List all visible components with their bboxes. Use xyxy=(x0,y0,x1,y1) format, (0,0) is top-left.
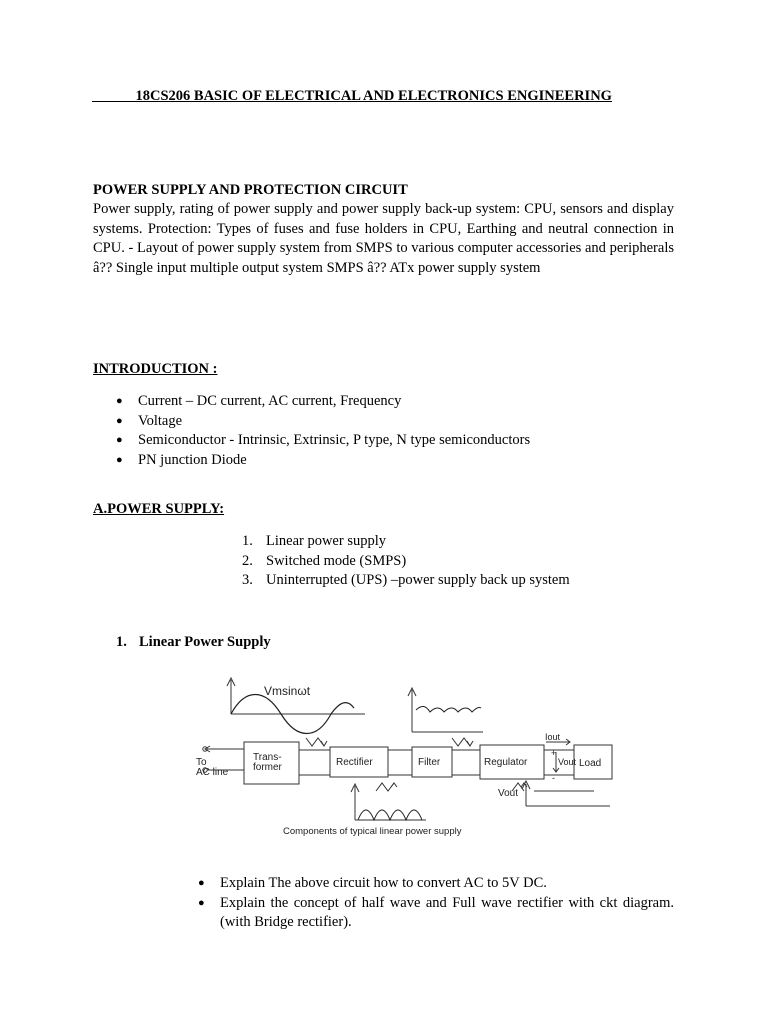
iout-label: Iout xyxy=(545,732,561,742)
load-label: Load xyxy=(579,758,602,769)
vout-label-inset: Vout xyxy=(498,788,519,799)
plus-sign: + xyxy=(551,748,557,758)
list-item: ● Explain The above circuit how to convert AC to 5V DC. xyxy=(198,874,674,894)
list-item: ● Current – DC current, AC current, Frequency xyxy=(116,392,530,412)
list-item: 1. Linear power supply xyxy=(242,533,386,549)
power-supply-list xyxy=(242,532,570,591)
list-item: ● Voltage xyxy=(116,412,530,432)
section-heading: POWER SUPPLY AND PROTECTION CIRCUIT xyxy=(93,182,408,198)
introduction-list xyxy=(116,392,530,470)
diagram-caption: Components of typical linear power supply xyxy=(283,826,462,837)
linear-power-supply-diagram xyxy=(190,668,620,844)
linear-power-supply-heading: 1. Linear Power Supply xyxy=(116,634,271,650)
filter-label: Filter xyxy=(418,757,441,768)
list-item: ● PN junction Diode xyxy=(116,451,530,471)
introduction-heading: INTRODUCTION : xyxy=(93,361,218,377)
vout-label-block: Vout xyxy=(558,757,577,767)
power-supply-heading: A.POWER SUPPLY: xyxy=(93,501,225,517)
transformer-label-1: Trans- xyxy=(253,752,282,763)
list-item: ● Semiconductor - Intrinsic, Extrinsic, P type, N type semiconductors xyxy=(116,431,530,451)
task-list xyxy=(198,874,674,933)
list-item: ● Explain the concept of half wave and Full wave rectifier with ckt diagram.(with Bridge rectifier). xyxy=(198,894,674,933)
rectifier-label: Rectifier xyxy=(336,757,373,768)
sine-label: Vmsinωt xyxy=(264,684,311,698)
list-item: 2. Switched mode (SMPS) xyxy=(242,552,407,569)
input-label-ac-line: AC line xyxy=(196,767,229,778)
document-title: 18CS206 BASIC OF ELECTRICAL AND ELECTRONICS ENGINEERING xyxy=(135,88,612,104)
input-label-to: To xyxy=(196,757,207,768)
list-item: 3. Uninterrupted (UPS) –power supply back up system xyxy=(242,572,570,588)
section-paragraph: Power supply, rating of power supply and power supply back-up system: CPU, sensors and display systems. Protection: Types of fuses and fuse holders in CPU, Earthing and neutral connection in CPU. - Layout of power supply system from SMPS to various computer accessories and peripherals â?? Single input multiple output system SMPS â?? ATx power supply system xyxy=(93,201,674,276)
minus-sign: - xyxy=(552,773,555,783)
regulator-label: Regulator xyxy=(484,757,528,768)
transformer-label-2: former xyxy=(253,762,282,773)
